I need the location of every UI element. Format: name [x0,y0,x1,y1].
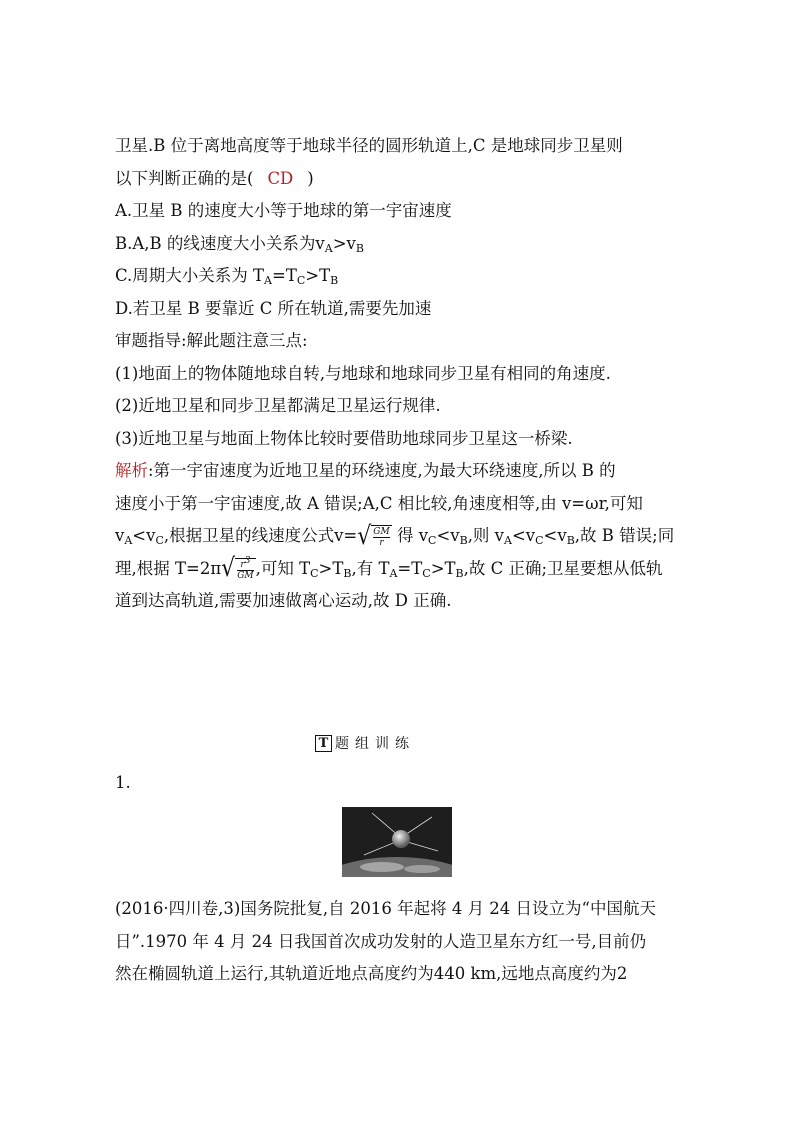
t: >T [318,558,344,578]
t: <v [436,526,460,545]
t: v [115,526,125,545]
t: 理,根据 T=2π [115,558,222,578]
question-1-line-1: (2016·四川卷,3)国务院批复,自 2016 年起将 4 月 24 日设立为“中国航天 [115,899,656,918]
option-b [115,228,681,261]
sub: B [455,566,464,580]
sub: C [296,274,306,287]
option-a: A.卫星 B 的速度大小等于地球的第一宇宙速度 [115,201,452,220]
t: ,则 v [467,526,504,545]
t: ,故 B 错误;同 [574,526,675,545]
sub: C [535,534,544,547]
problem-block [115,130,681,618]
option-c [115,260,681,293]
analysis-line-2: 速度小于第一宇宙速度,故 A 错误;A,C 相比较,角速度相等,由 v=ωr,可知 [115,493,643,513]
option-c-rel: =T [272,266,297,285]
t: ,有 T [351,558,390,578]
option-b-text: B.A,B 的线速度大小关系为v [115,233,325,253]
t: <v [132,526,156,545]
t: >T [430,558,456,578]
sub: A [324,241,333,255]
guide-point-2: (2)近地卫星和同步卫星都满足卫星运行规律. [115,396,441,415]
t: 得 v [391,526,429,545]
analysis-line-1 [115,455,681,488]
section-heading [315,733,415,753]
satellite-image [342,807,452,877]
option-c-text: C.周期大小关系为 T [115,266,265,285]
frac-den: r [379,538,384,548]
option-c-rel: >T [305,266,331,285]
sqrt-formula-1: √ GM r [357,521,390,551]
sub: A [124,534,133,547]
t: =T [397,558,423,578]
sub: C [428,534,437,547]
sub: C [155,534,164,547]
section-title: 题组训练 [335,736,415,752]
frac-den: GM [237,570,254,581]
answer: CD [267,168,294,188]
sub: C [310,566,319,580]
question-1-body [115,893,681,991]
analysis-text: :第一宇宙速度为近地卫星的环绕速度,为最大环绕速度,所以 B 的 [148,461,616,480]
t-badge-icon: T [315,735,332,752]
t: <v [511,526,536,545]
sup: 3 [244,555,251,566]
analysis-line-3 [115,520,681,553]
sub: B [355,241,364,255]
option-b-rel: >v [332,233,356,253]
satellite-picture-icon [342,807,452,877]
sub: A [264,274,272,287]
question-1-line-3: 然在椭圆轨道上运行,其轨道近地点高度约为440 km,远地点高度约为2 [115,964,628,983]
guide-point-3: (3)近地卫星与地面上物体比较时要借助地球同步卫星这一桥梁. [115,428,573,448]
sub: A [389,566,398,580]
t: ,可知 T [255,558,311,578]
guide-point-1: (1)地面上的物体随地球自转,与地球和地球同步卫星有相同的角速度. [115,363,611,383]
sub: B [330,274,339,287]
question-1-line-2: 日”.1970 年 4 月 24 日我国首次成功发射的人造卫星东方红一号,目前仍 [115,931,647,951]
analysis-line-4 [115,553,681,586]
frac-num: GM [373,527,390,537]
sub: A [504,534,512,547]
guide-title: 审题指导:解此题注意三点: [115,331,308,350]
frac-num: r [240,559,245,570]
analysis-line-5: 道到达高轨道,需要加速做离心运动,故 D 正确. [115,591,452,610]
paren-close: ) [307,168,314,188]
t: <v [543,526,567,545]
sub: B [343,566,352,580]
problem-line-2 [115,163,681,196]
t: ,根据卫星的线速度公式v= [163,526,358,545]
option-d: D.若卫星 B 要靠近 C 所在轨道,需要先加速 [115,298,432,318]
analysis-label: 解析 [115,461,148,480]
sqrt-formula-2: √ $r^3$ GM [221,554,254,583]
problem-line-1: 卫星.B 位于离地高度等于地球半径的圆形轨道上,C 是地球同步卫星则 [115,136,623,155]
t: ,故 C 正确;卫星要想从低轨 [463,558,663,578]
sub: B [566,534,575,547]
sub: B [459,534,468,547]
question-number: 1. [115,773,131,792]
sub: C [422,566,431,580]
problem-prompt: 以下判断正确的是( [115,168,254,188]
